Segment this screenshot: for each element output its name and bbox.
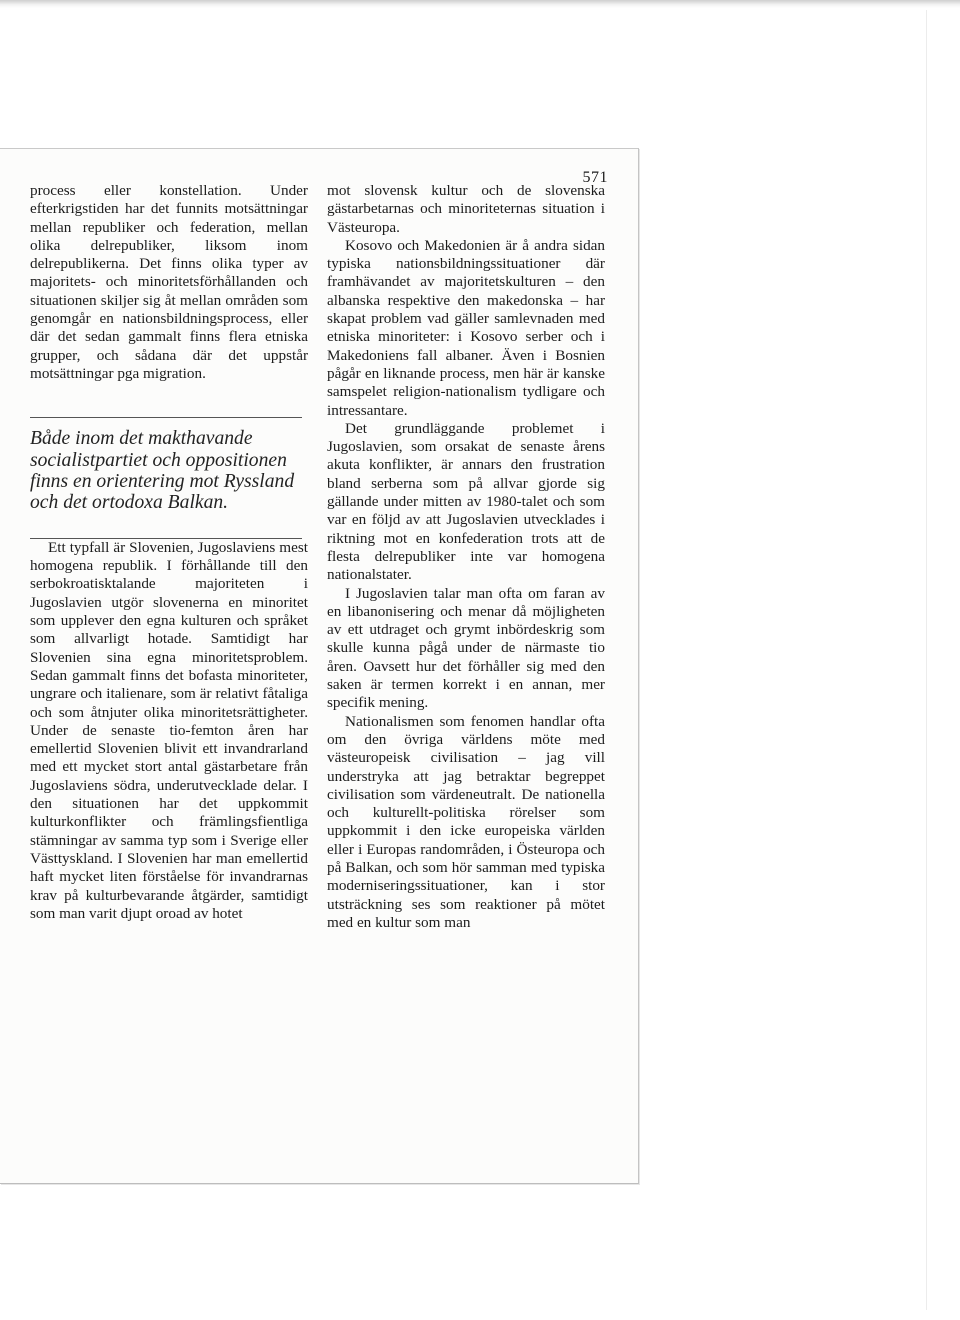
right-column bbox=[327, 182, 605, 932]
right-paragraph-1: mot slovensk kultur och de slovenska gästarbetarnas och minoriteternas situation i Västeuropa. bbox=[327, 182, 605, 236]
page-number: 571 bbox=[582, 169, 608, 186]
pull-quote-text: Både inom det makthavande socialistpartiet och oppositionen finns en orientering mot Ryssland och det ortodoxa Balkan. bbox=[30, 428, 295, 514]
right-paragraph-3: Det grundläggande problemet i Jugoslavien, som orsakat de senaste årens akuta konflikter, är annars den frustration bland serberna som på allvar gjorde sig gällande under mitten av 1980-talet och som var en följd av att Jugoslavien utvecklades i riktning mot en konfederation trots att de flesta delrepubliker inte var homogena nationalstater. bbox=[327, 419, 605, 584]
scan-top-shadow bbox=[0, 0, 960, 8]
right-paragraph-4: I Jugoslavien talar man ofta om faran av en libanonisering och menar då möjligheten av ett utdraget och grymt inbördeskrig som skulle kunna pågå under de närmaste tio åren. Oavsett hur det förhåller sig med den saken är termen korrekt i en annan, mer specifik mening. bbox=[327, 584, 605, 712]
left-body-paragraph: Ett typfall är Slovenien, Jugoslaviens mest homogena republik. I förhållande till den serbokroatisktalande majoriteten i Jugoslavien utgör slovenerna en minoritet som upplever den egna kulturen och språket som allvarligt hotade. Samtidigt har Slovenien sina egna minoritetsproblem. Sedan gammalt finns det bofasta minoriteter, ungrare och italienare, som är relativt fåtaliga och som åtnjuter olika minoritetsrättigheter. Under de senaste tio-femton åren har emellertid Slovenien blivit ett invandrarland med ett mycket stort antal gästarbetare från Jugoslaviens södra, underutvecklade delar. I den situationen har det uppkommit kulturkonflikter och främlingsfientliga stämningar av samma typ som i Sverige eller Västtyskland. I Slovenien har man emellertid haft mycket liten förståelse för invandrarnas krav på kulturbevarande åtgärder, samtidigt som man varit djupt oroad av hotet bbox=[30, 538, 308, 922]
left-intro-paragraph: process eller konstellation. Under efterkrigstiden har det funnits motsättningar mellan republiker och federation, mellan olika delrepubliker, liksom inom delrepublikerna. Det finns olika typer av majoritets- och minoritetsförhållanden och situationen skiljer sig åt mellan områden som genomgår en nationsbildningsprocess, eller där det sedan gammalt finns flera etniska grupper, och sådana där det uppstår motsättningar pga migration. bbox=[30, 182, 308, 382]
left-column bbox=[30, 182, 308, 923]
pull-quote bbox=[30, 417, 302, 539]
right-paragraph-2: Kosovo och Makedonien är å andra sidan typiska nationsbildningssituationer där framhävandet av majoritetskulturen – den albanska respektive den makedonska – har skapat problem vad gäller samlevnaden med etniska minoriteter: i Kosovo serber och i Makedoniens fall albaner. Även i Bosnien pågår en liknande process, men här är kanske samspelet religion-nationalism tydligare och intressantare. bbox=[327, 236, 605, 419]
scan-edge-line bbox=[926, 10, 927, 1310]
right-paragraph-5: Nationalismen som fenomen handlar ofta om den övriga världens möte med västeuropeisk civilisation – jag vill understryka att jag betraktar begreppet civilisation som värdeneutralt. De nationella och kulturellt-politiska rörelser som uppkommit i den icke europeiska världen eller i Europas randområden, i Östeuropa och på Balkan, och som hör samman med typiska moderniseringssituationer, kan i stor utsträckning ses som reaktioner på mötet med en kultur som man bbox=[327, 712, 605, 931]
